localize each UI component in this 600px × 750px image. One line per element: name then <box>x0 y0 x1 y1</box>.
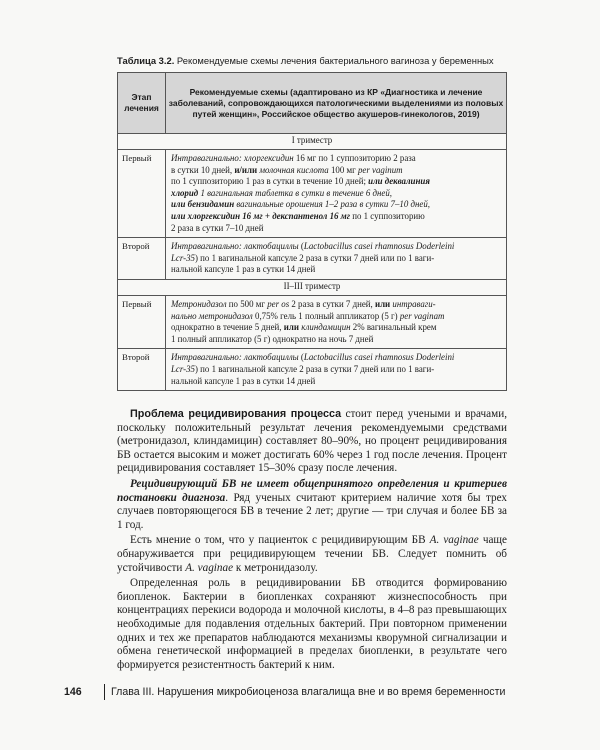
table-caption-label: Таблица 3.2. <box>117 55 175 66</box>
scheme-text: 2 раза в сутки 7–10 дней <box>171 222 264 233</box>
scheme-text: вагинальные орошения 1–2 раза в сутки 7–10 дней, <box>234 199 431 210</box>
scheme-text: Интравагинально: хлоргексидин <box>171 153 294 163</box>
paragraph-text: Определенная роль в рецидивировании БВ отводится формированию биопленок. Бактерии в биопленках сохраняют жизнеспособность при концентрациях перекиси водорода и молочной кислоты, в 4–8 раз превышающих необходимые для подавления отдельных бактерий. При повторном применении одних и тех же препаратов наблюдаются механизмы кворумной сигнализации и обмена генетической информацией в пределах биопленки, в результате чего формируется резистентность бактерий к ним. <box>117 577 507 671</box>
scheme-line <box>171 352 502 364</box>
scheme-line <box>171 241 502 253</box>
paragraph <box>117 478 507 532</box>
scheme-text: Lcr-35 <box>171 252 195 263</box>
body-text <box>117 408 507 674</box>
scheme-text: 2% вагинальный крем <box>350 322 437 333</box>
scheme-line <box>171 376 502 388</box>
scheme-cell <box>166 349 507 391</box>
treatment-table <box>117 72 507 391</box>
paragraph-text: Есть мнение о том, что у пациенток с рецидивирующим БВ <box>130 534 430 547</box>
scheme-text: 0,75% гель 1 полный аппликатор (5 г) <box>252 310 400 321</box>
scheme-line <box>171 153 502 165</box>
scheme-text: и/или <box>234 164 258 175</box>
paragraph-lead: Рецидивирующий БВ не имеет общепринятого определения и критериев постановки диагноза <box>117 477 507 504</box>
scheme-text: интраваги- <box>390 298 436 309</box>
scheme-line <box>171 322 502 334</box>
scheme-text: или <box>374 298 391 309</box>
paragraph-text: . Ряд ученых считают критерием наличие хотя бы трех случаев повторяющегося БВ в течение 2 лет; другие — три случая и более БВ за 1 год. <box>117 491 507 531</box>
scheme-text: per vaginum <box>357 164 403 175</box>
trimester-row <box>118 279 507 295</box>
stage-cell: Второй <box>118 238 166 280</box>
scheme-text: в сутки 10 дней, <box>171 164 235 175</box>
paragraph-text: к метронидазолу. <box>233 561 318 574</box>
trimester-row <box>118 134 507 150</box>
table-row <box>118 238 507 280</box>
paragraph <box>117 534 507 575</box>
scheme-text: Метронидазол <box>171 298 227 309</box>
paragraph <box>117 577 507 672</box>
scheme-text: по 1 суппозиторию 1 раз в сутки в течение 10 дней; <box>171 176 369 187</box>
table-row <box>118 150 507 238</box>
scheme-line <box>171 199 502 211</box>
stage-cell: Второй <box>118 349 166 391</box>
scheme-text: 1 полный аппликатор (5 г) однократно на ночь 7 дней <box>171 333 374 344</box>
paragraph-text: стоит перед учеными и врачами, поскольку положительный результат лечения рекомендуемыми средствами (метронидазол, клиндамицин) составляет 80–90%, но процент рецидивирования БВ остается высоким и может достигать 60% через 1 год после лечения. Процент рецидивирования составляет 15–30% сразу после лечения. <box>117 408 507 475</box>
scheme-text: Интравагинально: лактобациллы <box>171 352 299 363</box>
scheme-text: по 1 суппозиторию <box>350 210 425 221</box>
scheme-text: по 500 мг <box>226 298 268 309</box>
scheme-line <box>171 311 502 323</box>
stage-cell: Первый <box>118 295 166 348</box>
scheme-line <box>171 299 502 311</box>
scheme-text: нальной капсуле 1 раз в сутки 14 дней <box>171 375 316 386</box>
page-footer <box>64 684 514 700</box>
scheme-text: ) по 1 вагинальной капсуле 2 раза в сутки 7 дней или по 1 ваги- <box>194 252 435 263</box>
scheme-text: или <box>283 322 299 333</box>
scheme-text: нально метронидазол <box>171 310 253 321</box>
scheme-text: Lcr-35 <box>171 363 195 374</box>
scheme-line <box>171 188 502 200</box>
stage-cell: Первый <box>118 150 166 238</box>
scheme-text: 100 мг <box>328 164 358 175</box>
scheme-line <box>171 176 502 188</box>
scheme-line <box>171 223 502 235</box>
scheme-text: молочная кислота <box>257 164 329 175</box>
trimester-2-label: II–III триместр <box>118 279 507 295</box>
scheme-text: 1 вагинальная таблетка в сутки в течение 6 дней, <box>198 187 392 198</box>
scheme-text: ( <box>298 241 304 252</box>
paragraph-text: чаще обнаруживается при рецидивирующем течении БВ. Следует помнить об устойчивости <box>117 534 507 574</box>
scheme-text: клиндамицин <box>298 322 351 333</box>
scheme-text: per vaginam <box>399 310 445 321</box>
scheme-line <box>171 253 502 265</box>
scheme-text: 16 мг по 1 суппозиторию 2 раза <box>293 153 416 163</box>
scheme-line <box>171 211 502 223</box>
scheme-line <box>171 364 502 376</box>
page-number: 146 <box>64 686 82 698</box>
scheme-text: per os <box>267 298 290 309</box>
scheme-text: ( <box>298 352 304 363</box>
species-name: A. vaginae <box>185 561 234 574</box>
scheme-text: или деквалиния <box>368 176 430 187</box>
table-row <box>118 295 507 348</box>
table-row <box>118 349 507 391</box>
running-head: Глава III. Нарушения микробиоценоза влагалища вне и во время беременности <box>111 686 506 698</box>
scheme-text: или хлоргексидин 16 мг + декспантенол 16 мг <box>171 210 351 221</box>
scheme-cell <box>166 295 507 348</box>
scheme-text: или бензидамин <box>171 199 235 210</box>
scheme-cell <box>166 150 507 238</box>
header-stage: Этап лечения <box>118 73 166 134</box>
scheme-text: однократно в течение 5 дней, <box>171 322 284 333</box>
scheme-line <box>171 264 502 276</box>
table-caption <box>117 55 507 67</box>
header-scheme: Рекомендуемые схемы (адаптировано из КР «Диагностика и лечение заболеваний, сопровождающихся патологическими выделениями из половых путей женщин», Российское общество акушеров-гинекологов, 2019) <box>166 73 507 134</box>
scheme-cell <box>166 238 507 280</box>
scheme-line <box>171 165 502 177</box>
scheme-text: Lactobacillus casei rhamnosus Doderleini <box>303 241 455 252</box>
scheme-text: Интравагинально: лактобациллы <box>171 241 299 252</box>
paragraph <box>117 408 507 476</box>
table-caption-text: Рекомендуемые схемы лечения бактериального вагиноза у беременных <box>174 55 494 66</box>
footer-divider <box>104 684 105 700</box>
scheme-text: Lactobacillus casei rhamnosus Doderleini <box>303 352 455 363</box>
scheme-text: хлорид <box>171 187 199 198</box>
table-header-row <box>118 73 507 134</box>
scheme-text: ) по 1 вагинальной капсуле 2 раза в сутки 7 дней или по 1 ваги- <box>194 363 435 374</box>
scheme-text: 2 раза в сутки 7 дней, <box>289 298 375 309</box>
scheme-text: нальной капсуле 1 раз в сутки 14 дней <box>171 264 316 275</box>
paragraph-lead: Проблема рецидивирования процесса <box>130 408 342 420</box>
species-name: A. vaginae <box>429 534 479 547</box>
trimester-1-label: I триместр <box>118 134 507 150</box>
scheme-line <box>171 334 502 346</box>
